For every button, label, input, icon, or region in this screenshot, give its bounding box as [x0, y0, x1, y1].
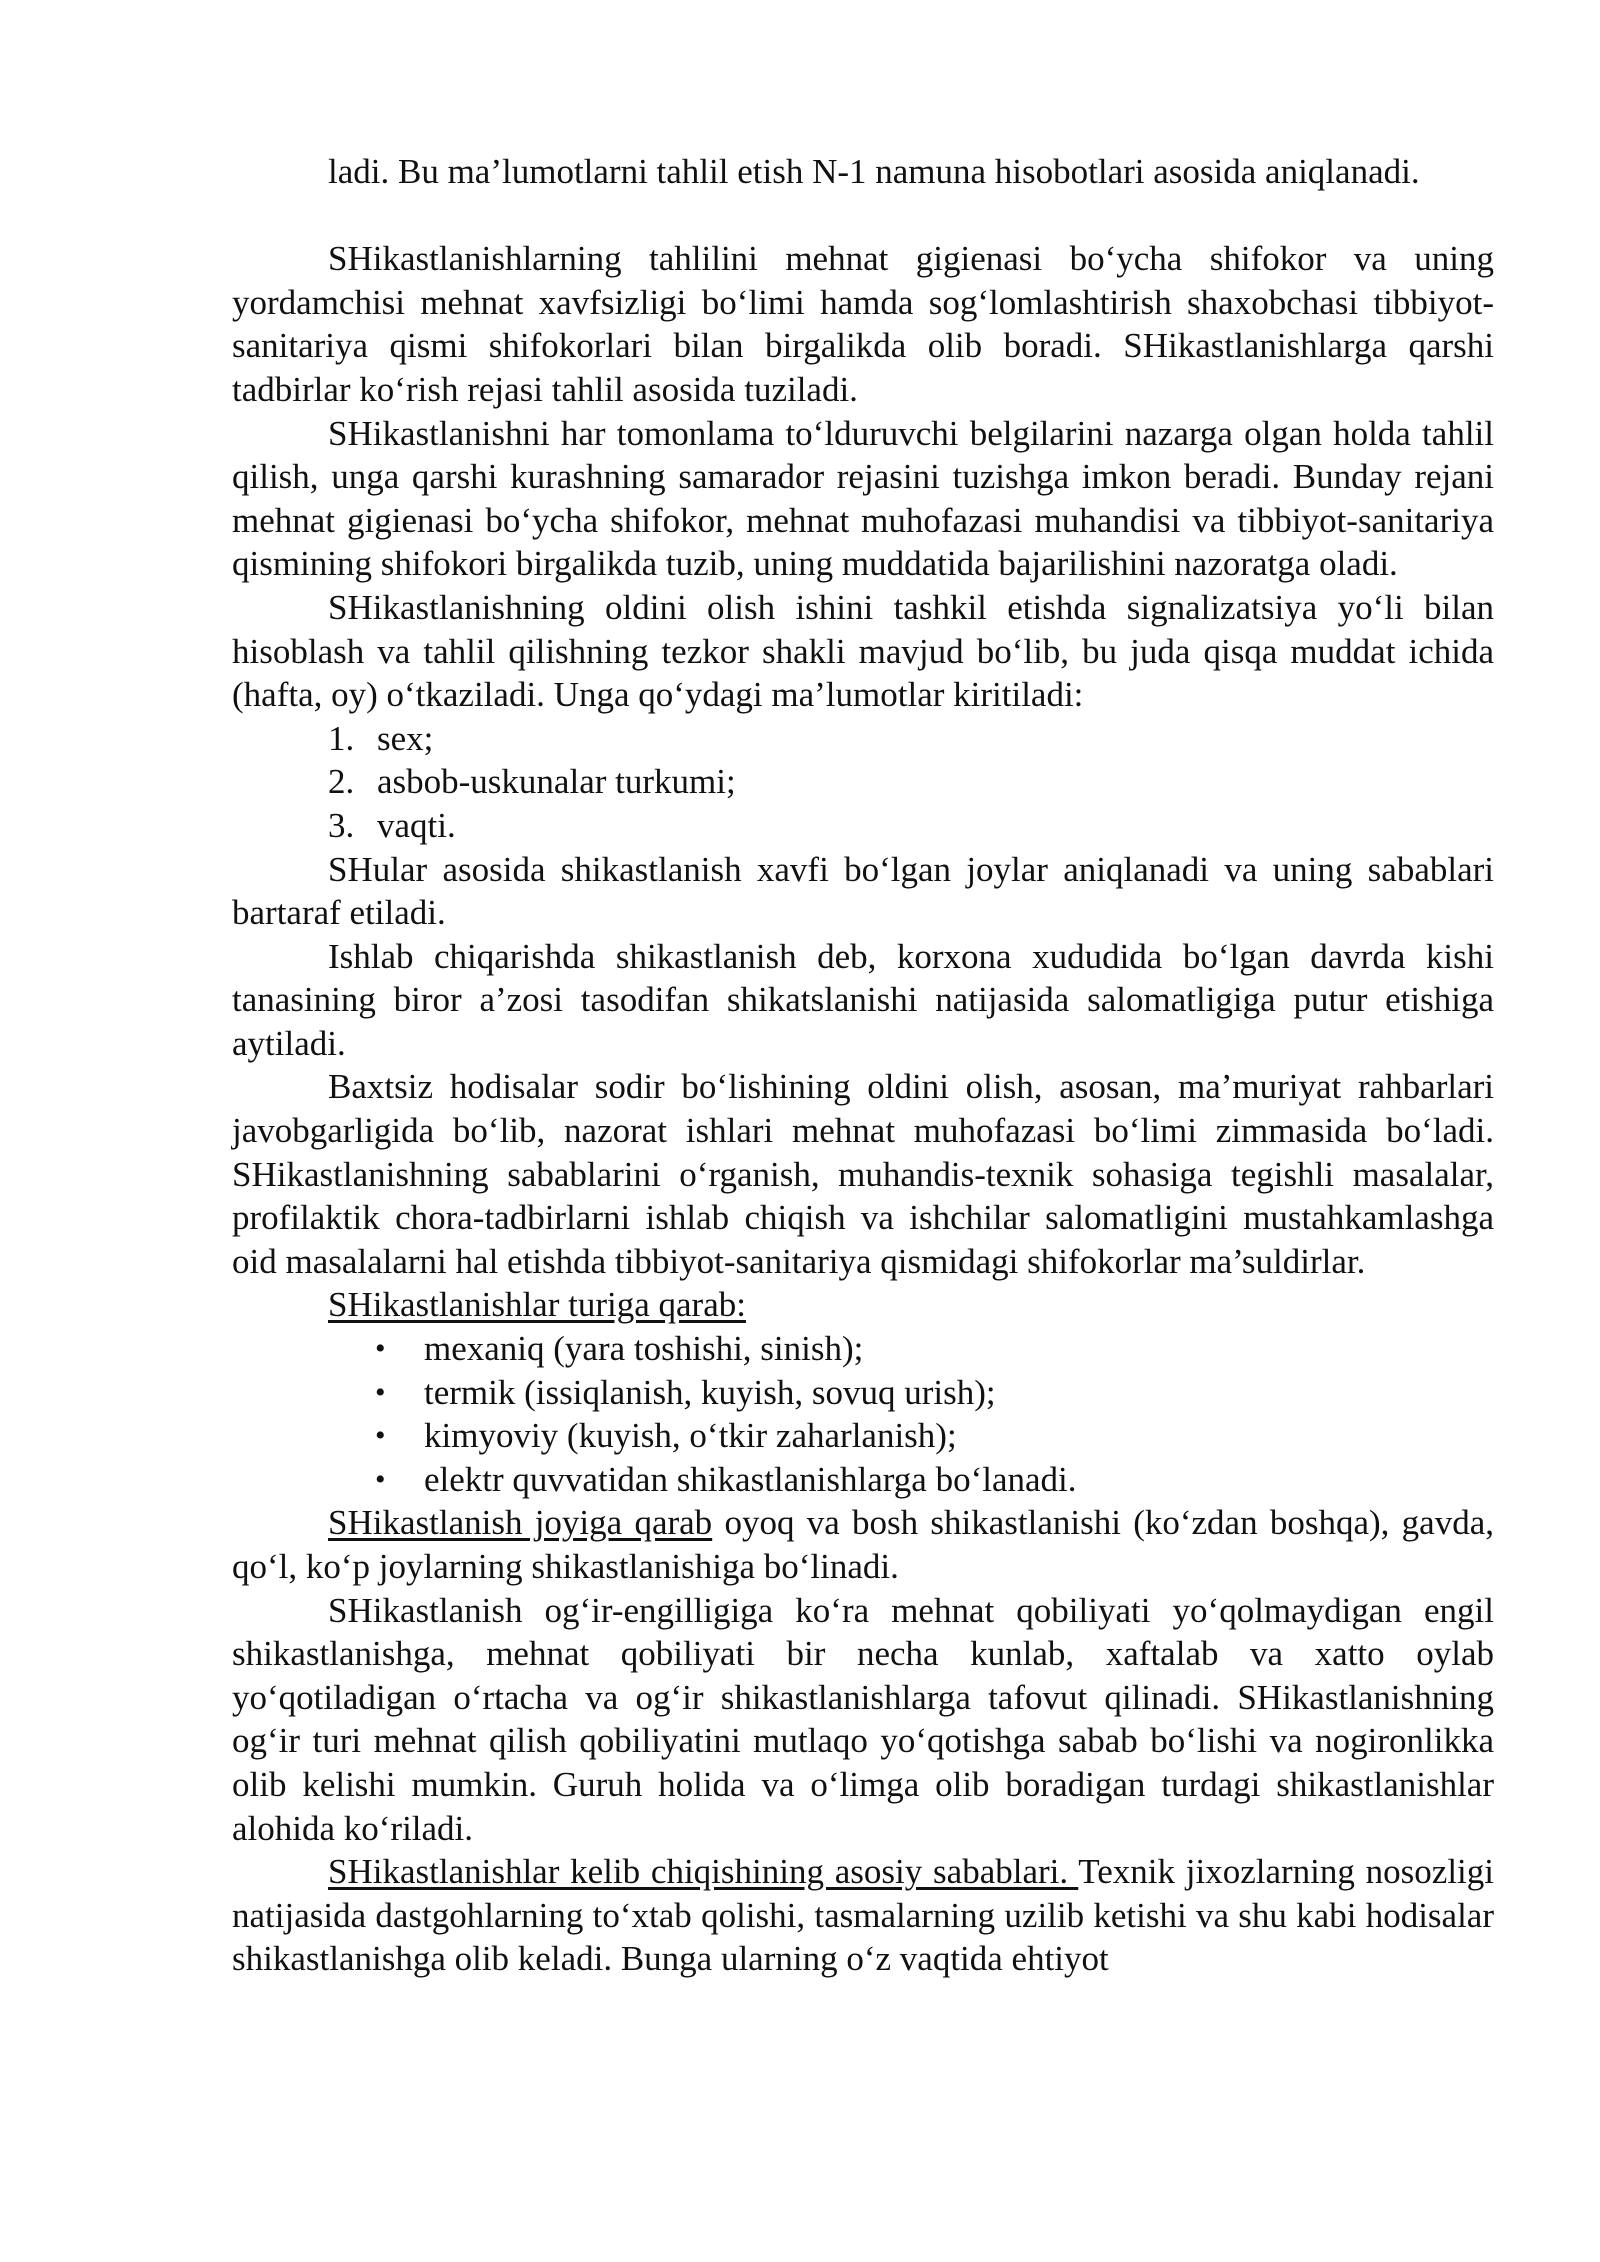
list-item: [232, 1371, 1494, 1415]
underlined-heading: SHikastlanishlar turiga qarab:: [328, 1285, 746, 1325]
paragraph-comprehensive-analysis: SHikastlanishni har tomonlama to‘lduruvchi belgilarini nazarga olgan holda tahlil qilish, unga qarshi kurashning samarador rejasini tuzishga imkon beradi. Bunday rejani mehnat gigienasi bo‘ycha shifokor, mehnat muhofazasi muhandisi va tibbiyot-sanitariya qismining shifokori birgalikda tuzib, uning muddatida bajarilishini nazoratga oladi.: [232, 413, 1494, 584]
list-item-number: 3.: [328, 805, 355, 845]
paragraph-text: Texnik jixozlarning nosozligi natijasida dastgohlarning to‘xtab qolishi, tasmalarning uzilib ketishi va shu kabi hodisalar shikastlanishga olib keladi. Bunga ularning o‘z vaqtida ehtiyot: [232, 1852, 1494, 1979]
paragraph-analysis: SHikastlanishlarning tahlilini mehnat gigienasi bo‘ycha shifokor va uning yordamchisi mehnat xavfsizligi bo‘limi hamda sog‘lomlashtirish shaxobchasi tibbiyot-sanitariya qismi shifokorlari bilan birgalikda olib boradi. SHikastlanishlarga qarshi tadbirlar ko‘rish rejasi tahlil asosida tuziladi.: [232, 239, 1494, 409]
bullet-icon: •: [375, 1462, 386, 1496]
numbered-list: [232, 717, 1494, 848]
paragraph-by-location: [232, 1501, 1494, 1588]
list-item-text: kimyoviy (kuyish, o‘tkir zaharlanish);: [424, 1416, 957, 1456]
underlined-heading: SHikastlanish joyiga qarab: [328, 1503, 713, 1543]
list-item: [232, 1458, 1494, 1502]
list-item-text: vaqti.: [377, 805, 456, 845]
list-item-number: 1.: [328, 718, 355, 758]
list-item-text: termik (issiqlanish, kuyish, sovuq urish);: [424, 1372, 996, 1412]
paragraph-text: oyoq va bosh shikastlanishi (ko‘zdan boshqa), gavda, qo‘l, ko‘p joylarning shikastlanishiga bo‘linadi.: [232, 1503, 1495, 1586]
underlined-heading: SHikastlanishlar kelib chiqishining asosiy sabablari.: [328, 1852, 1079, 1892]
list-item-text: mexaniq (yara toshishi, sinish);: [424, 1329, 864, 1369]
paragraph-types-heading: [232, 1283, 1494, 1327]
paragraph-causes: [232, 1850, 1494, 1981]
list-item-number: 2.: [328, 762, 355, 802]
document-page: [232, 150, 1494, 1981]
bullet-list: [232, 1327, 1494, 1501]
list-item: [232, 804, 1494, 848]
paragraph-gap: [232, 194, 1494, 238]
paragraph-signalization: SHikastlanishning oldini olish ishini tashkil etishda signalizatsiya yo‘li bilan hisoblash va tahlil qilishning tezkor shakli mavjud bo‘lib, bu juda qisqa muddat ichida (hafta, oy) o‘tkaziladi. Unga qo‘ydagi ma’lumotlar kiritiladi:: [232, 587, 1494, 715]
paragraph-definition: Ishlab chiqarishda shikastlanish deb, korxona xududida bo‘lgan davrda kishi tanasining biror a’zosi tasodifan shikatslanishi natijasida salomatligiga putur etishiga aytiladi.: [232, 936, 1494, 1063]
bullet-icon: •: [375, 1332, 386, 1366]
list-item: [232, 717, 1494, 761]
paragraph-by-severity: SHikastlanish og‘ir-engilligiga ko‘ra mehnat qobiliyati yo‘qolmaydigan engil shikastlanishga, mehnat qobiliyati bir necha kunlab, xaftalab va xatto oylab yo‘qotiladigan o‘rtacha va og‘ir shikastlanishlarga tafovut qilinadi. SHikastlanishning og‘ir turi mehnat qilish qobiliyatini mutlaqo yo‘qotishga sabab bo‘lishi va nogironlikka olib kelishi mumkin. Guruh holida va o‘limga olib boradigan turdagi shikastlanishlar alohida ko‘riladi.: [232, 1590, 1494, 1848]
bullet-icon: •: [375, 1419, 386, 1453]
bullet-icon: •: [375, 1375, 386, 1409]
list-item: [232, 1414, 1494, 1458]
list-item-text: sex;: [377, 718, 434, 758]
paragraph-intro: ladi. Bu ma’lumotlarni tahlil etish N-1 namuna hisobotlari asosida aniqlanadi.: [328, 152, 1420, 191]
list-item: [232, 760, 1494, 804]
list-item-text: elektr quvvatidan shikastlanishlarga bo‘lanadi.: [424, 1459, 1077, 1499]
paragraph-hazard-places: SHular asosida shikastlanish xavfi bo‘lgan joylar aniqlanadi va uning sabablari bartaraf etiladi.: [232, 849, 1494, 933]
list-item-text: asbob-uskunalar turkumi;: [377, 762, 736, 802]
paragraph-prevention: Baxtsiz hodisalar sodir bo‘lishining oldini olish, asosan, ma’muriyat rahbarlari javobgarligida bo‘lib, nazorat ishlari mehnat muhofazasi bo‘limi zimmasida bo‘ladi. SHikastlanishning sabablarini o‘rganish, muhandis-texnik sohasiga tegishli masalalar, profilaktik chora-tadbirlarni ishlab chiqish va ishchilar salomatligini mustahkamlashga oid masalalarni hal etishda tibbiyot-sanitariya qismidagi shifokorlar ma’suldirlar.: [232, 1067, 1494, 1281]
list-item: [232, 1327, 1494, 1371]
